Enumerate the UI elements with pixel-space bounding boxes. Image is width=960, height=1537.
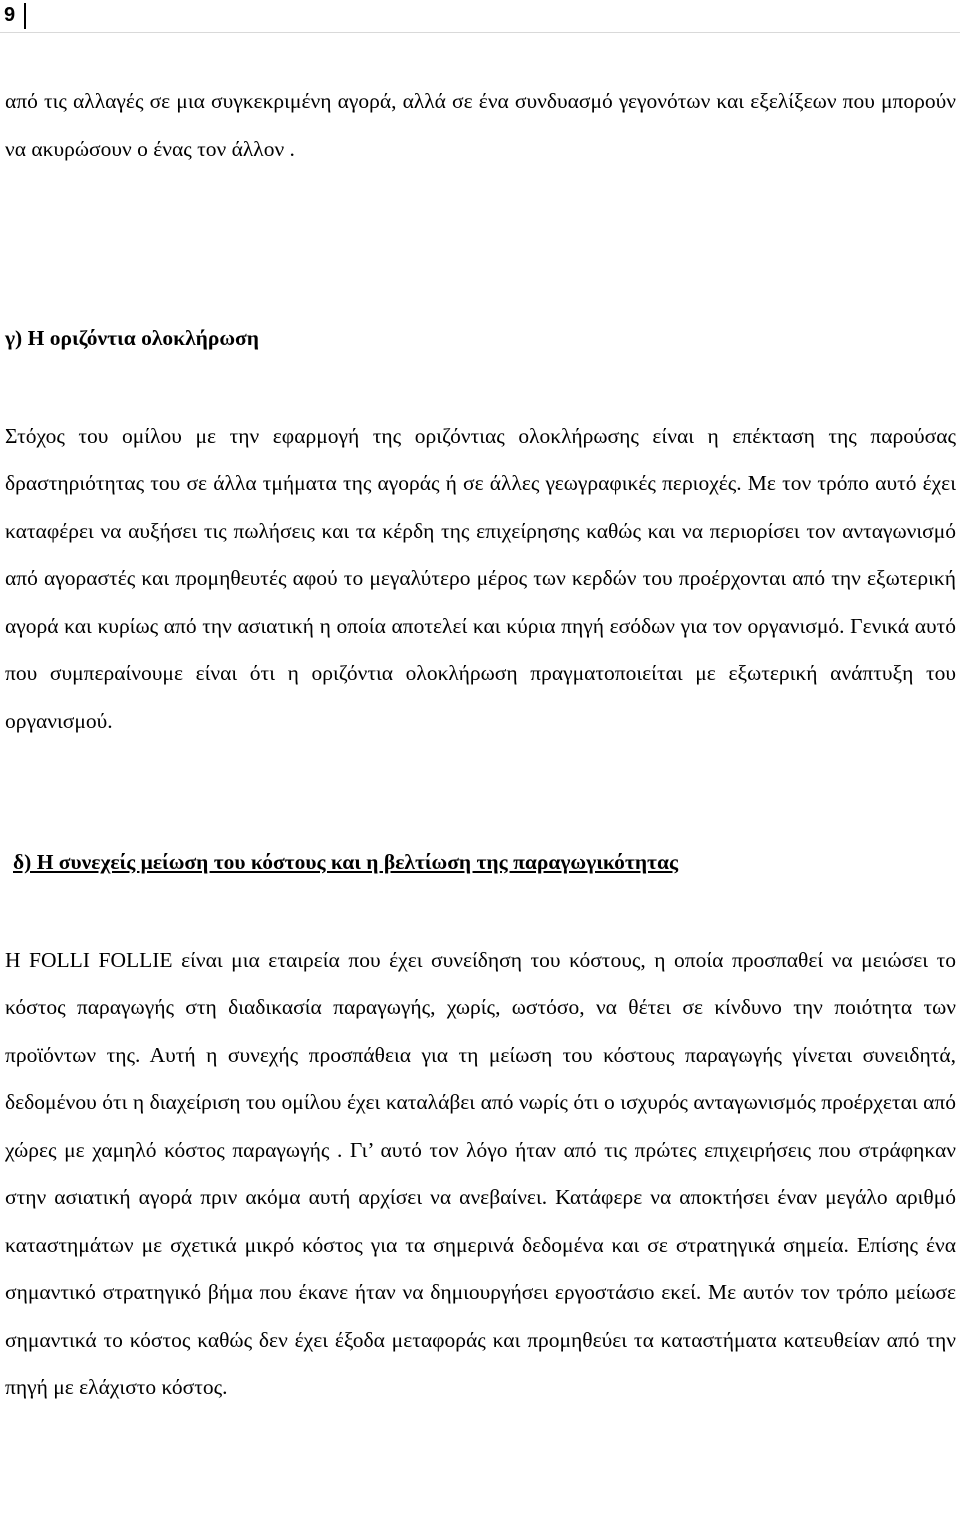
document-body bbox=[5, 78, 956, 1412]
intro-paragraph: από τις αλλαγές σε μια συγκεκριμένη αγορά, αλλά σε ένα συνδυασμό γεγονότων και εξελίξεων που μπορούν να ακυρώσουν ο ένας τον άλλον . bbox=[5, 89, 956, 161]
spacer bbox=[5, 363, 956, 413]
section-c-heading: γ) Η οριζόντια ολοκλήρωση bbox=[5, 326, 259, 350]
section-d-heading-text: δ) Η συνεχείς μείωση του κόστους και η βελτίωση της παραγωγικότητας bbox=[13, 850, 679, 874]
section-c-paragraph: Στόχος του ομίλου με την εφαρμογή της οριζόντιας ολοκλήρωσης είναι η επέκταση της παρούσας δραστηριότητας του σε άλλα τμήματα της αγοράς ή σε άλλες γεωγραφικές περιοχές. Με τον τρόπο αυτό έχει καταφέρει να αυξήσει τις πωλήσεις και τα κέρδη της επιχείρησης καθώς και να περιορίσει τον ανταγωνισμό από αγοραστές και προμηθευτές αφού το μεγαλύτερο μέρος των κερδών του προέρχονται από την εξωτερική αγορά και κυρίως από την ασιατική η οποία αποτελεί και κύρια πηγή εσόδων για τον οργανισμό. Γενικά αυτό που συμπεραίνουμε είναι ότι η οριζόντια ολοκλήρωση πραγματοποιείται με εξωτερική ανάπτυξη του οργανισμού. bbox=[5, 423, 956, 733]
header-divider-bar bbox=[24, 3, 26, 29]
spacer bbox=[5, 745, 956, 839]
page-header bbox=[0, 0, 960, 33]
section-d-paragraph: Η FOLLI FOLLIE είναι μια εταιρεία που έχει συνείδηση του κόστους, η οποία προσπαθεί να μειώσει το κόστος παραγωγής στη διαδικασία παραγωγής, χωρίς, ωστόσο, να θέτει σε κίνδυνο την ποιότητα των προϊόντων της. Αυτή η συνεχής προσπάθεια για τη μείωση του κόστους παραγωγής γίνεται συνειδητά, δεδομένου ότι η διαχείριση του ομίλου έχει καταλάβει από νωρίς ότι ο ισχυρός ανταγωνισμός προέρχεται από χώρες με χαμηλό κόστος παραγωγής . Γι’ αυτό τον λόγο ήταν από τις πρώτες επιχειρήσεις που στράφηκαν στην ασιατική αγορά πριν ακόμα αυτή αρχίσει να ανεβαίνει. Κατάφερε να αποκτήσει έναν μεγάλο αριθμό καταστημάτων με σχετικά μικρό κόστος για τα σημερινά δεδομένα και σε στρατηγικά σημεία. Επίσης ένα σημαντικό στρατηγικό βήμα που έκανε ήταν να δημιουργήσει εργοστάσιο εκεί. Με αυτόν τον τρόπο μείωσε σημαντικά το κόστος καθώς δεν έχει έξοδα μεταφοράς και προμηθεύει τα καταστήματα κατευθείαν από την πηγή με ελάχιστο κόστος. bbox=[5, 947, 956, 1399]
spacer bbox=[5, 887, 956, 937]
page-number: 9 bbox=[4, 4, 16, 26]
section-d-heading bbox=[5, 839, 956, 887]
spacer bbox=[5, 173, 956, 315]
